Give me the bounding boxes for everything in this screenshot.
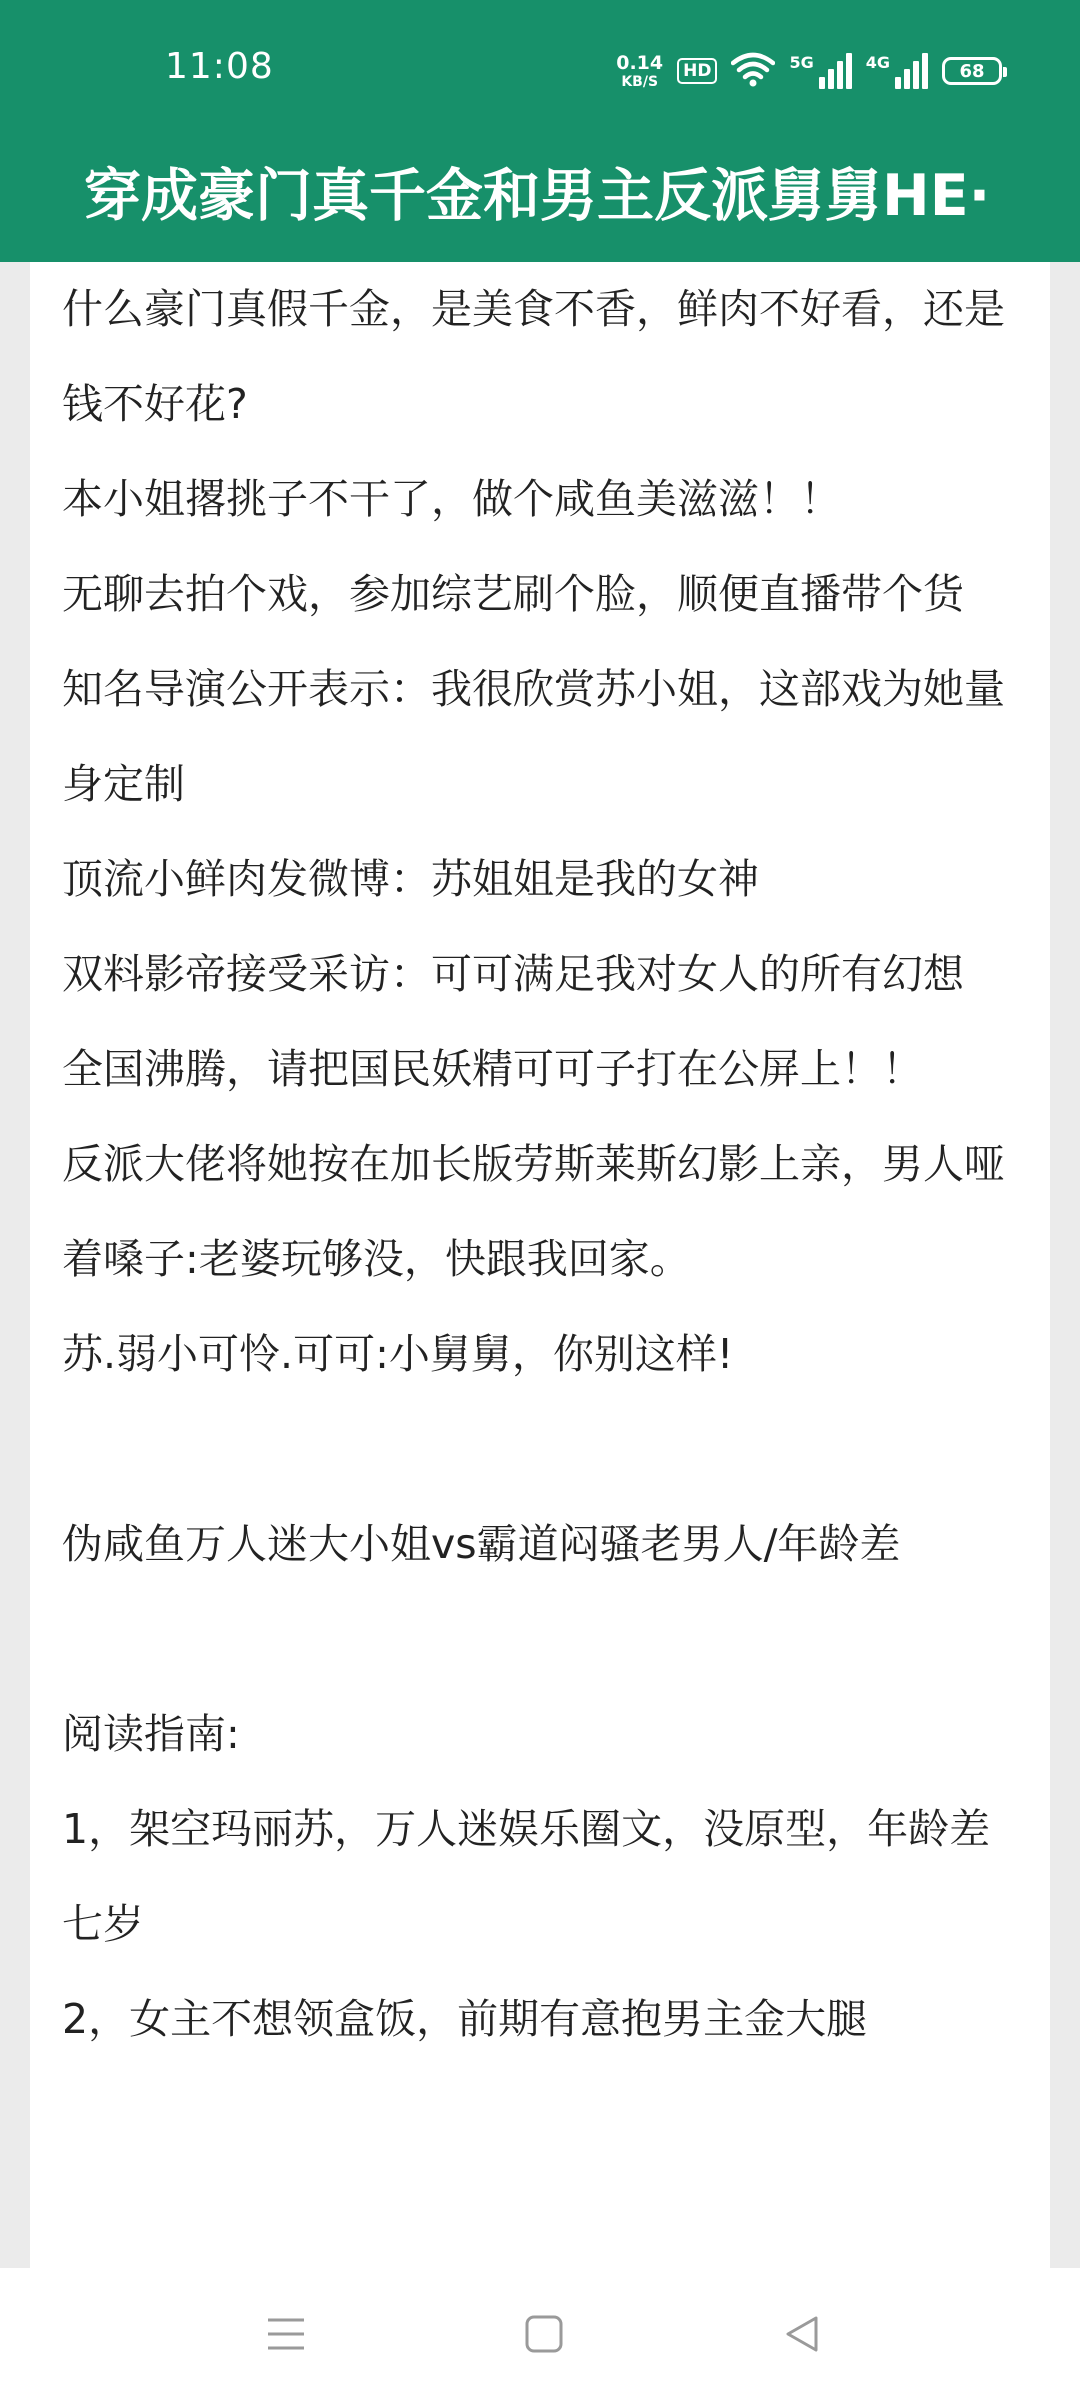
paragraph: 知名导演公开表示：我很欣赏苏小姐，这部戏为她量身定制	[62, 665, 1005, 808]
net-speed-unit: KB/S	[621, 73, 659, 90]
paragraph: 苏.弱小可怜.可可:小舅舅，你别这样!	[62, 1330, 734, 1378]
paragraph: 阅读指南:	[62, 1710, 240, 1758]
battery-level: 68	[959, 60, 985, 82]
wifi-icon	[731, 51, 775, 91]
status-icons	[616, 50, 1002, 92]
paragraph: 2，女主不想领盒饭，前期有意抱男主金大腿	[62, 1995, 868, 2043]
signal-5g-label: 5G	[789, 53, 814, 72]
blank-line	[62, 1592, 1018, 1687]
page-title: 穿成豪门真千金和男主反派舅舅HE·	[84, 163, 991, 229]
net-speed-indicator	[616, 51, 664, 90]
signal-5g-icon	[789, 53, 851, 89]
battery-icon	[942, 57, 1002, 85]
home-icon[interactable]	[514, 2308, 574, 2360]
signal-4g-icon	[866, 53, 928, 89]
paragraph: 1，架空玛丽苏，万人迷娱乐圈文，没原型，年龄差七岁	[62, 1805, 991, 1948]
paragraph: 什么豪门真假千金，是美食不香，鲜肉不好看，还是钱不好花?	[62, 285, 1005, 428]
net-speed-value: 0.14	[616, 51, 664, 74]
hd-badge: HD	[677, 58, 717, 84]
signal-4g-label: 4G	[865, 53, 890, 72]
paragraph: 全国沸腾，请把国民妖精可可子打在公屏上！！	[62, 1045, 923, 1093]
top-app-bar	[0, 0, 1080, 262]
paragraph: 反派大佬将她按在加长版劳斯莱斯幻影上亲，男人哑着嗓子:老婆玩够没，快跟我回家。	[62, 1140, 1005, 1283]
system-nav-bar	[0, 2268, 1080, 2400]
back-icon[interactable]	[772, 2308, 832, 2360]
paragraph: 双料影帝接受采访：可可满足我对女人的所有幻想	[62, 950, 964, 998]
reader-content[interactable]	[30, 262, 1050, 2268]
blank-line	[62, 1402, 1018, 1497]
reader-text	[30, 262, 1050, 2067]
paragraph: 无聊去拍个戏，参加综艺刷个脸，顺便直播带个货	[62, 570, 964, 618]
paragraph: 本小姐撂挑子不干了，做个咸鱼美滋滋！！	[62, 475, 841, 523]
status-bar	[0, 0, 1080, 132]
paragraph: 伪咸鱼万人迷大小姐vs霸道闷骚老男人/年龄差	[62, 1520, 901, 1568]
status-time: 11:08	[165, 46, 274, 87]
menu-icon[interactable]	[256, 2308, 316, 2360]
paragraph: 顶流小鲜肉发微博：苏姐姐是我的女神	[62, 855, 759, 903]
